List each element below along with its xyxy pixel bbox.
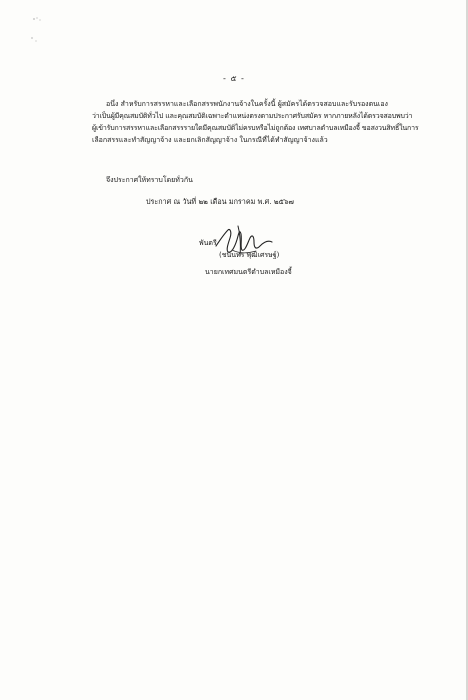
announcement-line: จึงประกาศให้ทราบโดยทั่วกัน bbox=[106, 176, 193, 184]
scan-specks bbox=[28, 14, 58, 54]
paragraph-line: ผู้เข้ารับการสรรหาและเลือกสรรรายใดมีคุณสมบัติไม่ครบหรือไม่ถูกต้อง เทศบาลตำบลเหมืองจี้ ขอสงวนสิทธิ์ในการ bbox=[92, 124, 419, 132]
announcement-date: ประกาศ ณ วันที่ ๒๒ เดือน มกราคม พ.ศ. ๒๕๖๗ bbox=[146, 197, 294, 206]
paragraph-line: อนึ่ง สำหรับการสรรหาและเลือกสรรพนักงานจ้างในครั้งนี้ ผู้สมัครได้ตรวจสอบและรับรองตนเอง bbox=[106, 100, 388, 108]
page-number: - ๕ - bbox=[223, 74, 245, 83]
paragraph-line: เลือกสรรและทำสัญญาจ้าง และยกเลิกสัญญาจ้าง ในกรณีที่ได้ทำสัญญาจ้างแล้ว bbox=[92, 136, 328, 144]
conditions-paragraph bbox=[92, 98, 442, 146]
signer-title: นายกเทศมนตรีตำบลเหมืองจี้ bbox=[205, 268, 292, 276]
paragraph-line: ว่าเป็นผู้มีคุณสมบัติทั่วไป และคุณสมบัติเฉพาะตำแหน่งตรงตามประกาศรับสมัคร หากภายหลังได้ตรวจสอบพบว่า bbox=[92, 112, 413, 120]
signer-name: (ชนินทร พุฒิเศรษฐ์) bbox=[219, 251, 280, 259]
signer-rank: พันตรี bbox=[199, 239, 217, 247]
